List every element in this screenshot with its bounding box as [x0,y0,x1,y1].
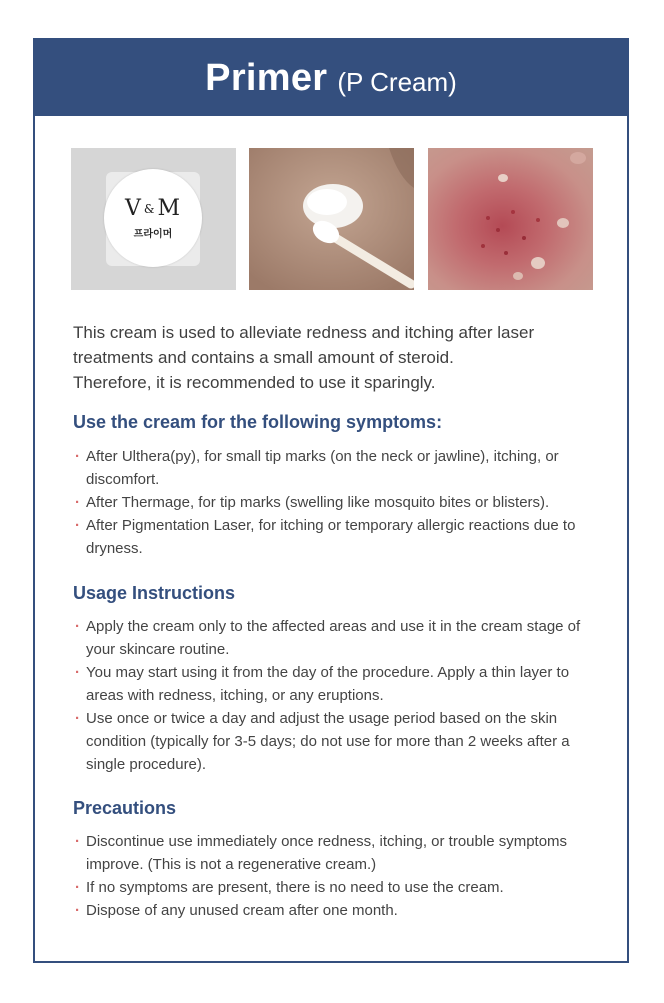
list-item: · You may start using it from the day of the procedure. Apply a thin layer to areas with redness, itching, or any eruptions. [73,661,603,707]
page-title: Primer [205,56,328,99]
list-item: · After Pigmentation Laser, for itching or temporary allergic reactions due to dryness. [73,514,603,560]
logo-text: 프라이머 [133,229,173,240]
intro-text [73,320,603,395]
intro-line-2: treatments and contains a small amount of steroid. [73,348,454,367]
page-subtitle: (P Cream) [337,66,457,97]
logo-mark [125,196,181,221]
usage-title: Usage Instructions [73,583,236,603]
product-image [71,148,236,290]
list-item: · Use once or twice a day and adjust the usage period based on the skin condition (typically for 3-5 days; do not use for more than 2 weeks after a single procedure). [73,707,603,776]
product-logo [104,169,202,267]
list-item: · After Thermage, for tip marks (swelling like mosquito bites or blisters). [73,491,603,514]
skin-photo [428,148,593,290]
photo-row [71,148,592,290]
intro-line-1: This cream is used to alleviate redness and itching after laser [73,323,535,342]
logo-letter-v: V [124,196,142,221]
list-item: · Apply the cream only to the affected areas and use it in the cream stage of your skincare routine. [73,615,603,661]
list-item: · Dispose of any unused cream after one month. [73,899,603,922]
list-item: · If no symptoms are present, there is no need to use the cream. [73,876,603,899]
symptoms-title: Use the cream for the following symptoms: [73,412,443,432]
usage-list [73,615,603,776]
skin-redness-illustration [428,148,593,290]
logo-ampersand: & [143,202,156,216]
header-bar [35,40,627,116]
symptoms-list [73,445,603,560]
logo-letter-m: M [157,196,182,221]
application-photo [249,148,414,290]
intro-line-3: Therefore, it is recommended to use it sparingly. [73,373,436,392]
list-item: · Discontinue use immediately once redness, itching, or trouble symptoms improve. (This is not a regenerative cream.) [73,830,603,876]
info-card [33,38,629,963]
precautions-list [73,830,603,922]
list-item: · After Ulthera(py), for small tip marks (on the neck or jawline), itching, or discomfort. [73,445,603,491]
precautions-title: Precautions [73,798,177,818]
cotton-swab-illustration [249,148,414,290]
